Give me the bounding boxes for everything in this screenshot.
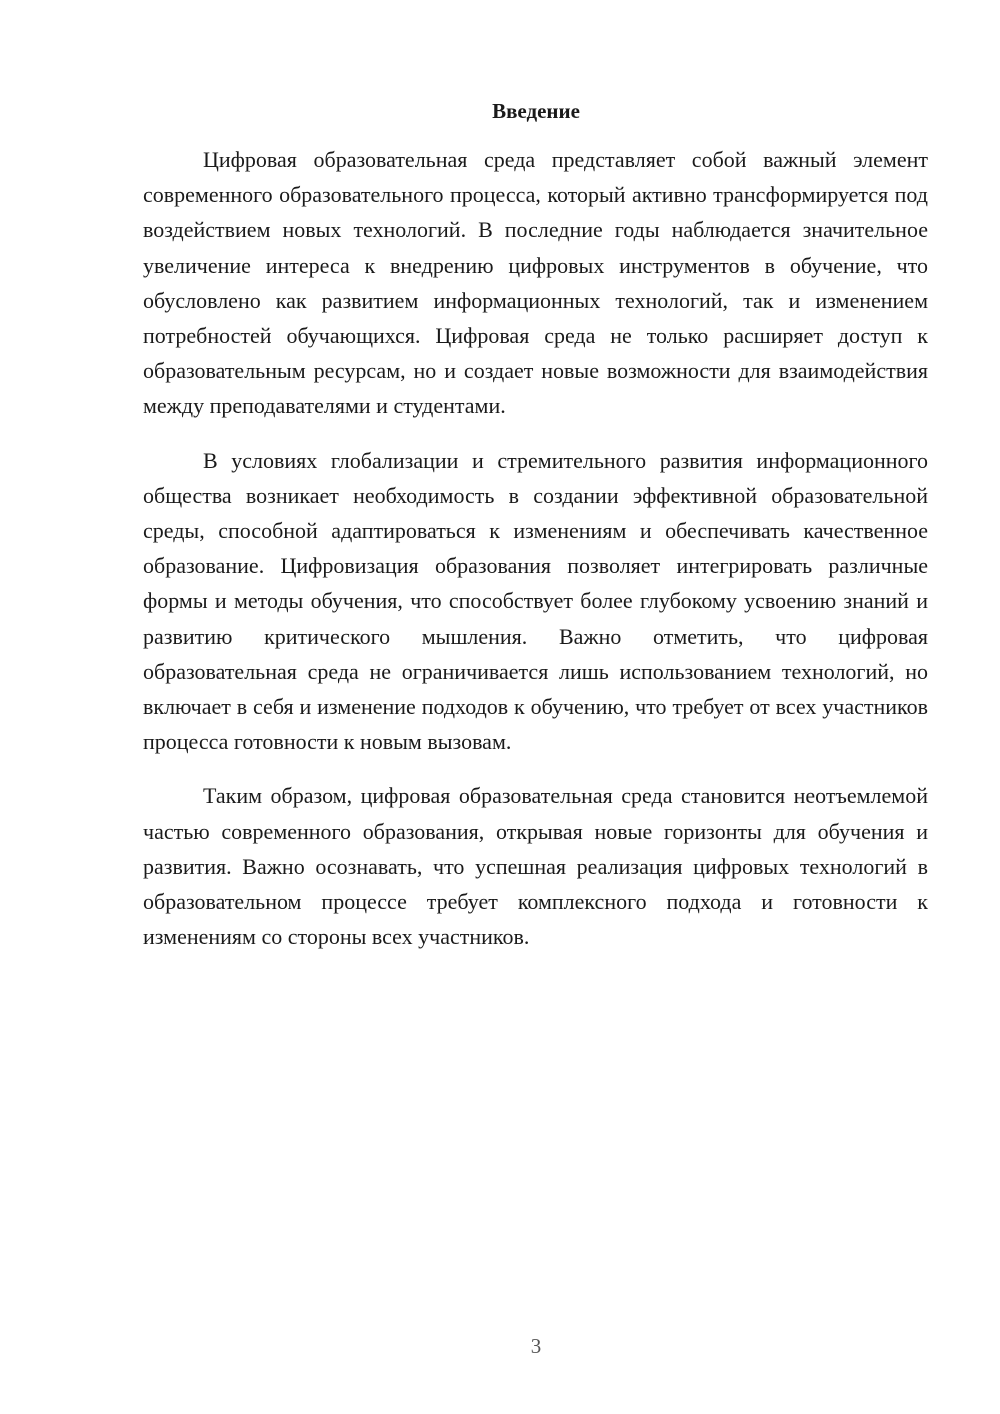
paragraph-3: Таким образом, цифровая образовательная среда становится неотъемлемой частью современного образования, открывая новые горизонты для обучения и развития. Важно осознавать, что успешная реализация цифровых технологий в образовательном процессе требует комплексного подхода и готовности к изменениям со стороны всех участников. bbox=[143, 783, 928, 950]
paragraph-2: В условиях глобализации и стремительного развития информационного общества возникает необходимость в создании эффективной образовательной среды, способной адаптироваться к изменениям и обеспечивать качественное образование. Цифровизация образования позволяет интегрировать различные формы и методы обучения, что способствует более глубокому усвоению знаний и развитию критического мышления. Важно отметить, что цифровая образовательная среда не ограничивается лишь использованием технологий, но включает в себя и изменение подходов к обучению, что требует от всех участников процесса готовности к новым вызовам. bbox=[143, 447, 928, 755]
paragraph-1: Цифровая образовательная среда представляет собой важный элемент современного образовательного процесса, который активно трансформируется под воздействием новых технологий. В последние годы наблюдается значительное увеличение интереса к внедрению цифровых инструментов в обучение, что обусловлено как развитием информационных технологий, так и изменением потребностей обучающихся. Цифровая среда не только расширяет доступ к образовательным ресурсам, но и создает новые возможности для взаимодействия между преподавателями и студентами. bbox=[143, 147, 928, 419]
body-text bbox=[143, 142, 928, 973]
page-number: 3 bbox=[530, 1334, 542, 1358]
section-heading: Введение bbox=[492, 99, 580, 123]
